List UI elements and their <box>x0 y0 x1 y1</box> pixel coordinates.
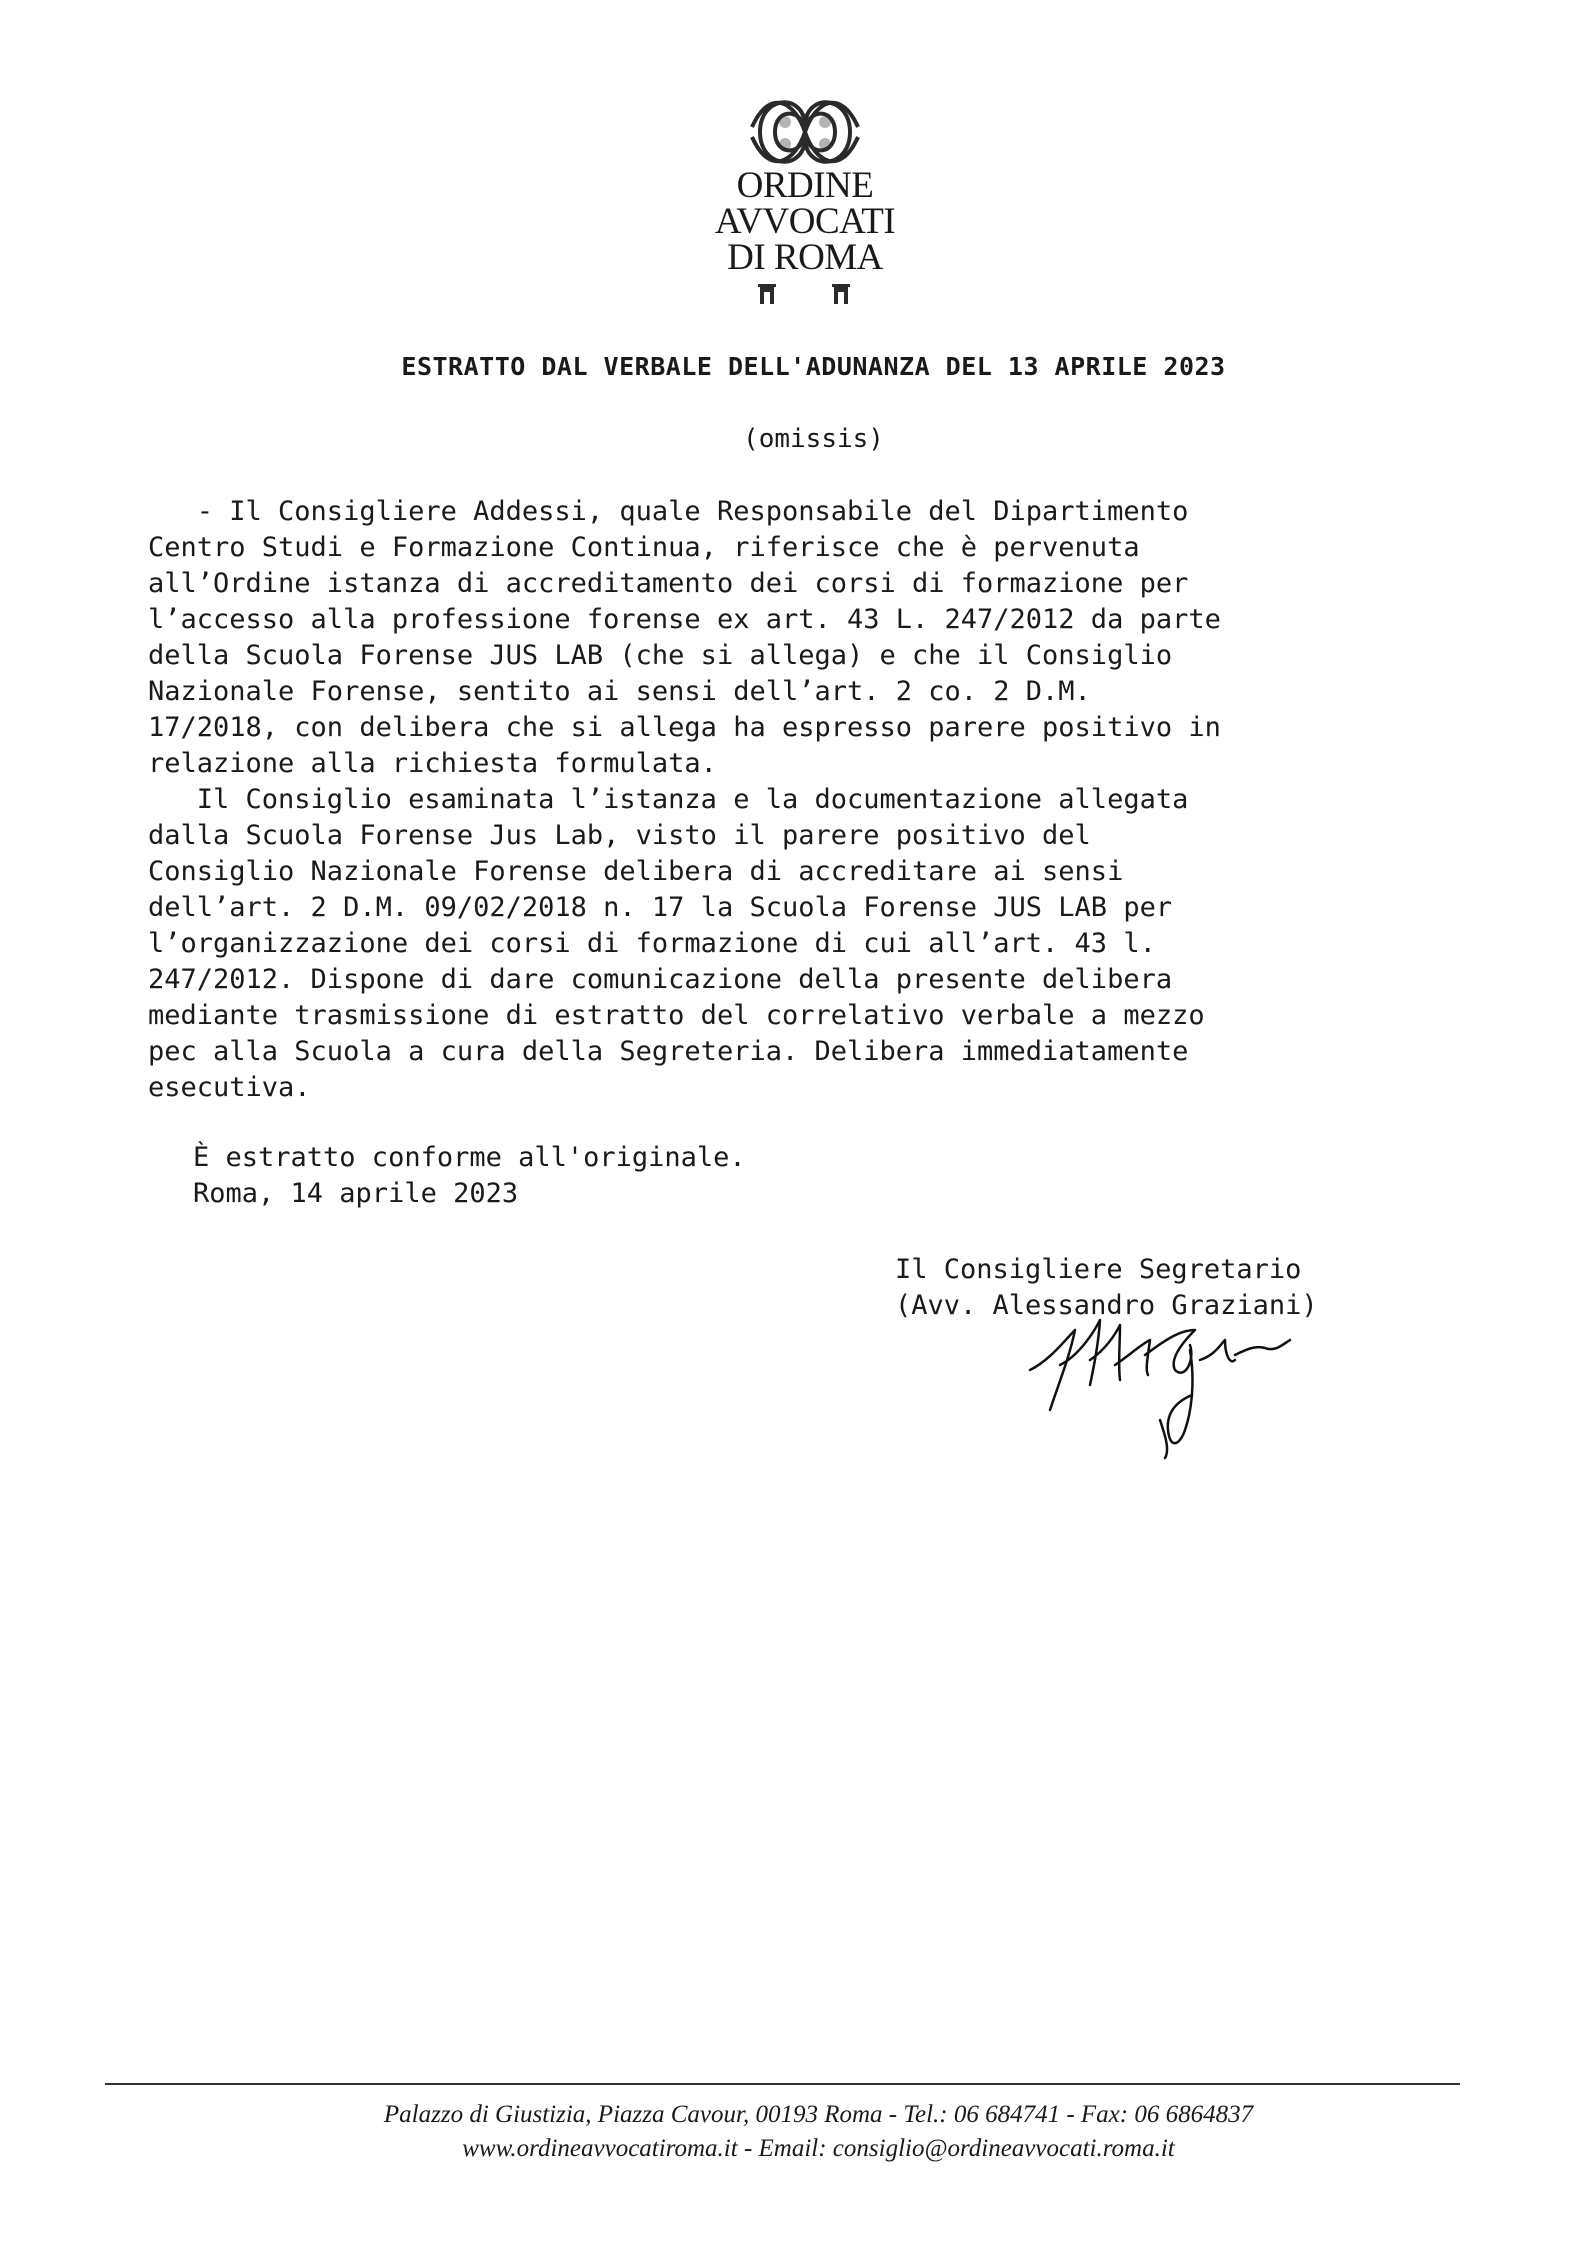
omissis-note: (omissis) <box>743 424 884 454</box>
minutes-body <box>148 494 1428 1106</box>
body-line: 17/2018, con delibera che si allega ha espresso parere positivo in <box>148 712 1221 743</box>
certification-statement: È estratto conforme all'originale. <box>193 1142 746 1173</box>
footer-web-email: www.ordineavvocatiroma.it - Email: consiglio@ordineavvocati.roma.it <box>462 2135 1175 2162</box>
org-name-line-1: ORDINE <box>736 165 874 206</box>
signatory-role: Il Consigliere Segretario <box>895 1254 1302 1285</box>
org-name-line-2: AVVOCATI <box>714 201 896 242</box>
body-line: dalla Scuola Forense Jus Lab, visto il parere positivo del <box>148 820 1091 851</box>
body-line: 247/2012. Dispone di dare comunicazione della presente delibera <box>148 964 1173 995</box>
body-line: Centro Studi e Formazione Continua, riferisce che è pervenuta <box>148 532 1140 563</box>
body-line: mediante trasmissione di estratto del correlativo verbale a mezzo <box>148 1000 1205 1031</box>
body-line: pec alla Scuola a cura della Segreteria. Delibera immediatamente <box>148 1036 1189 1067</box>
body-line: all’Ordine istanza di accreditamento dei corsi di formazione per <box>148 568 1189 599</box>
body-line: esecutiva. <box>148 1072 311 1103</box>
body-line: dell’art. 2 D.M. 09/02/2018 n. 17 la Scuola Forense JUS LAB per <box>148 892 1173 923</box>
body-line: Consiglio Nazionale Forense delibera di accreditare ai sensi <box>148 856 1124 887</box>
place-and-date: Roma, 14 aprile 2023 <box>193 1178 519 1209</box>
signatory-name: (Avv. Alessandro Graziani) <box>895 1290 1318 1321</box>
document-title: ESTRATTO DAL VERBALE DELL'ADUNANZA DEL 13 APRILE 2023 <box>401 352 1226 381</box>
footer-contact <box>0 2098 1587 2166</box>
body-line: relazione alla richiesta formulata. <box>148 748 717 779</box>
org-name-line-3: DI ROMA <box>727 237 883 278</box>
body-line: l’organizzazione dei corsi di formazione di cui all’art. 43 l. <box>148 928 1156 959</box>
body-line: l’accesso alla professione forense ex art. 43 L. 247/2012 da parte <box>148 604 1221 635</box>
body-line: della Scuola Forense JUS LAB (che si allega) e che il Consiglio <box>148 640 1173 671</box>
twin-towers-icon <box>754 282 854 306</box>
footer-divider <box>105 2083 1460 2085</box>
footer-address: Palazzo di Giustizia, Piazza Cavour, 00193 Roma - Tel.: 06 684741 - Fax: 06 6864837 <box>383 2101 1254 2128</box>
body-line: Il Consiglio esaminata l’istanza e la documentazione allegata <box>148 784 1189 815</box>
body-line: Nazionale Forense, sentito ai sensi dell’art. 2 co. 2 D.M. <box>148 676 1091 707</box>
body-line: - Il Consigliere Addessi, quale Responsabile del Dipartimento <box>148 496 1189 527</box>
handwritten-signature-icon <box>1020 1300 1300 1460</box>
organization-name <box>690 165 920 278</box>
closing-block <box>193 1140 746 1212</box>
